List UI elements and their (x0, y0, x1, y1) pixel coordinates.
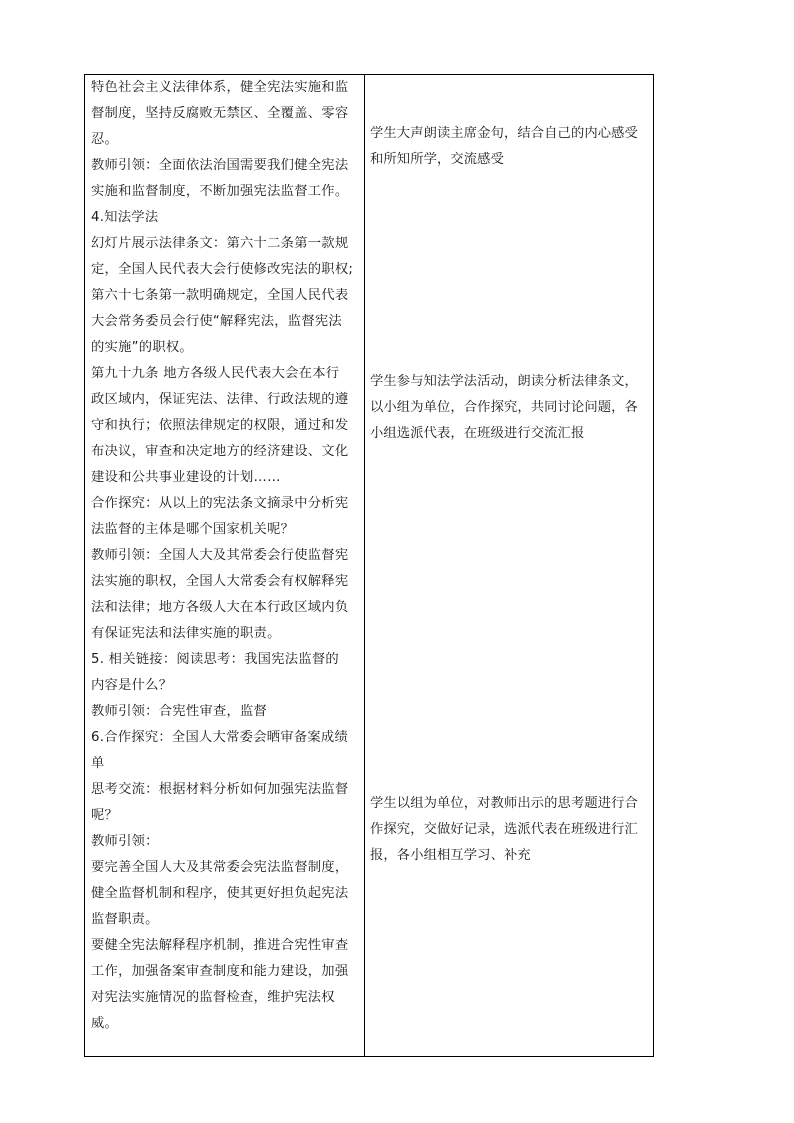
teacher-guide-2: 教师引领：全国人大及其常委会行使监督宪 法实施的职权，全国人大常委会有权解释宪 法和法律；地方各级人大在本行政区域内负 有保证宪法和法律实施的职责。 (91, 548, 349, 641)
teacher-guide-4-label: 教师引领： (91, 834, 159, 849)
related-link-question: 5. 相关链接：阅读思考：我国宪法监督的 内容是什么？ (91, 652, 339, 693)
law-system-text: 特色社会主义法律体系，健全宪法实施和监 督制度，坚持反腐败无禁区、全覆盖、零容 忍。 (91, 80, 349, 147)
teacher-activity-column (85, 75, 364, 1056)
thinking-exchange: 思考交流：根据材料分析如何加强宪法监督 呢？ (91, 782, 349, 823)
cooperative-inquiry-1: 合作探究：从以上的宪法条文摘录中分析宪 法监督的主体是哪个国家机关呢？ (91, 496, 349, 537)
teacher-guide-3: 教师引领：合宪性审查，监督 (91, 704, 268, 719)
slide-law-articles: 幻灯片展示法律条文：第六十二条第一款规 定，全国人民代表大会行使修改宪法的职权; 第六十七条第一款明确规定，全国人民代表 大会常务委员会行使“解释宪法，监督宪法 的实施”的职权。 (91, 236, 354, 355)
teacher-guide-4-point-1: 要完善全国人大及其常委会宪法监督制度， 健全监督机制和程序，使其更好担负起宪法 监督职责。 (91, 860, 349, 927)
teacher-guide-1: 教师引领：全面依法治国需要我们健全宪法 实施和监督制度，不断加强宪法监督工作。 (91, 158, 349, 199)
section-know-law-heading: 4.知法学法 (91, 210, 159, 225)
student-activity-2: 学生参与知法学法活动，朗读分析法律条文， 以小组为单位，合作探究，共同讨论问题，各 小组选派代表，在班级进行交流汇报 (370, 374, 638, 441)
student-activity-3: 学生以组为单位，对教师出示的思考题进行合 作探究，交做好记录，选派代表在班级进行汇 报，各小组相互学习、补充 (370, 796, 638, 863)
article-99-text: 第九十九条 地方各级人民代表大会在本行 政区域内，保证宪法、法律、行政法规的遵 守和执行；依照法律规定的权限，通过和发 布决议，审查和决定地方的经济建设、文化 建设和公共事业建设的计划…… (91, 366, 349, 485)
cooperative-inquiry-2: 6.合作探究：全国人大常委会晒审备案成绩 单 (91, 730, 349, 771)
student-activity-1: 学生大声朗读主席金句，结合自己的内心感受 和所知所学，交流感受 (370, 126, 638, 167)
student-activity-column (365, 75, 654, 1056)
teacher-guide-4-point-2: 要健全宪法解释程序机制，推进合宪性审查 工作，加强备案审查制度和能力建设，加强 对宪法实施情况的监督检查，维护宪法权威。 (91, 938, 349, 1031)
lesson-plan-table (84, 74, 654, 1057)
